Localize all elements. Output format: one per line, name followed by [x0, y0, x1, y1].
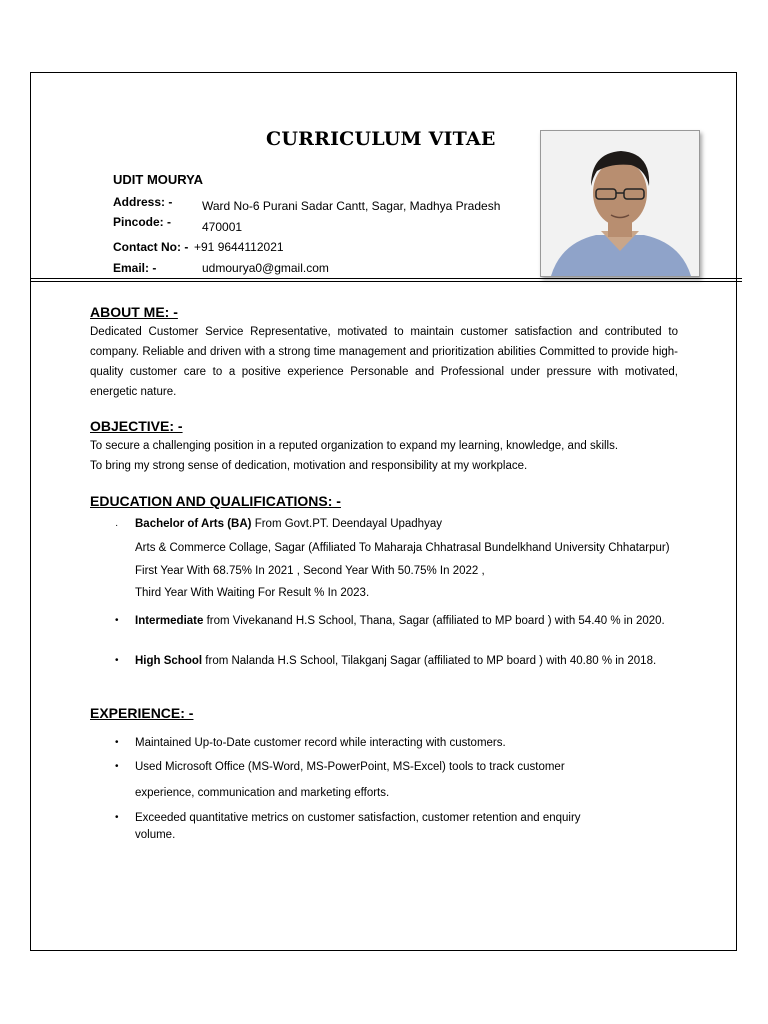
education-ba-institute: From Govt.PT. Deendayal Upadhyay [251, 518, 442, 530]
about-text: Dedicated Customer Service Representative, motivated to maintain customer satisfaction and contributed to company. Reliable and driven with a strong time management and prioritization abilities Committed to provide high-quality customer care to a positive experience Personable and Professional under pressure with motivated, energetic nature. [90, 326, 678, 398]
education-intermediate [135, 615, 665, 627]
experience-item-1: Maintained Up-to-Date customer record while interacting with customers. [135, 737, 506, 749]
education-ba-line-1 [135, 518, 442, 530]
bullet-ba: · [115, 520, 119, 531]
experience-item-2-line-1: Used Microsoft Office (MS-Word, MS-PowerPoint, MS-Excel) tools to track customer [135, 761, 565, 773]
contact-value: +91 9644112021 [194, 240, 284, 254]
objective-line-1: To secure a challenging position in a reputed organization to expand my learning, knowledge, and skills. [90, 440, 619, 452]
education-ba-title: Bachelor of Arts (BA) [135, 518, 252, 530]
objective-line-2: To bring my strong sense of dedication, motivation and responsibility at my workplace. [90, 460, 528, 472]
objective-heading: OBJECTIVE: - [90, 418, 183, 434]
candidate-name: UDIT MOURYA [113, 172, 204, 187]
bullet-high-school: • [115, 655, 119, 666]
education-high-school-text: from Nalanda H.S School, Tilakganj Sagar (affiliated to MP board ) with 40.80 % in 2018. [202, 655, 657, 667]
experience-heading: EXPERIENCE: - [90, 705, 194, 721]
education-heading: EDUCATION AND QUALIFICATIONS: - [90, 493, 341, 509]
email-value: udmourya0@gmail.com [202, 261, 329, 275]
header-divider-top [30, 278, 742, 279]
bullet-experience-3: • [115, 812, 119, 823]
pincode-value: 470001 [202, 220, 243, 234]
education-intermediate-text: from Vivekanand H.S School, Thana, Sagar (affiliated to MP board ) with 54.40 % in 2020. [203, 615, 665, 627]
education-high-school [135, 655, 656, 667]
pincode-label: Pincode: - [113, 215, 172, 229]
person-portrait-icon [541, 131, 699, 276]
bullet-intermediate: • [115, 615, 119, 626]
address-label: Address: - [113, 195, 173, 209]
about-heading: ABOUT ME: - [90, 304, 178, 320]
contact-label: Contact No: - [113, 240, 189, 254]
education-intermediate-title: Intermediate [135, 615, 204, 627]
education-ba-line-4: Third Year With Waiting For Result % In 2023. [135, 587, 370, 599]
education-ba-line-3: First Year With 68.75% In 2021 , Second Year With 50.75% In 2022 , [135, 565, 485, 577]
education-ba-line-2: Arts & Commerce Collage, Sagar (Affiliated To Maharaja Chhatrasal Bundelkhand University Chhatarpur) [135, 542, 670, 554]
address-value: Ward No-6 Purani Sadar Cantt, Sagar, Madhya Pradesh [202, 199, 501, 213]
email-label: Email: - [113, 261, 157, 275]
education-high-school-title: High School [135, 655, 203, 667]
bullet-experience-1: • [115, 737, 119, 748]
profile-photo [540, 130, 700, 277]
bullet-experience-2: • [115, 761, 119, 772]
cv-title: CURRICULUM VITAE [266, 128, 496, 150]
experience-item-2-line-2: experience, communication and marketing efforts. [135, 787, 390, 799]
experience-item-3-line-2: volume. [135, 829, 176, 841]
header-divider-bottom [30, 281, 742, 282]
experience-item-3-line-1: Exceeded quantitative metrics on customer satisfaction, customer retention and enquiry [135, 812, 581, 824]
